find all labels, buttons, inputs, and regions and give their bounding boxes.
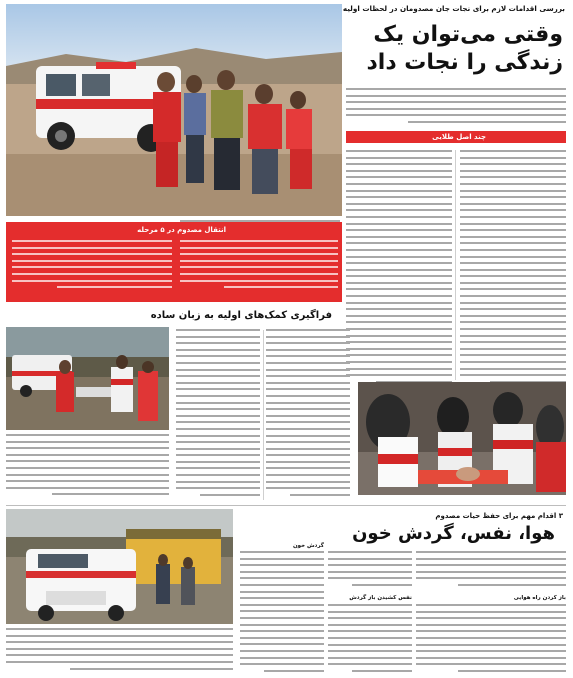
section-two-text-a: [176, 329, 260, 501]
top-headline-line1: وقتی می‌توان یک: [373, 22, 563, 47]
section-two-heading: فراگیری کمک‌های اولیه به زبان ساده: [150, 310, 332, 321]
bottom-text-4: [416, 551, 566, 591]
right-column-text-2: [346, 150, 452, 382]
golden-principles-label: چند اصل طلایی: [346, 131, 566, 143]
section-two-text-b: [266, 329, 350, 501]
sub-mid-heading: نفس کشیدن باز گردش: [349, 595, 412, 601]
first-aid-rescue-photo: [6, 327, 169, 430]
ambulance-street-photo: [6, 509, 233, 624]
sub-left-heading: گردش خون: [292, 543, 324, 549]
transfer-five-stages-box: [6, 222, 342, 302]
bottom-text-3: [328, 604, 412, 676]
lead-paragraph: [346, 88, 566, 124]
bottom-text-1: [240, 551, 324, 675]
transfer-box-text-right: [180, 240, 338, 298]
top-kicker: بررسی اقدامات لازم برای نجات جان مصدومان در لحظات اولیه: [342, 4, 565, 13]
transfer-box-title: انتقال مصدوم در ۵ مرحله: [137, 226, 226, 234]
transfer-box-text-left: [12, 240, 172, 298]
section-two-text-c: [6, 434, 169, 502]
bottom-text-5: [416, 604, 566, 676]
bottom-kicker: ۳ اقدام مهم برای حفظ حیات مصدوم: [435, 512, 563, 520]
bottom-text-2: [328, 551, 412, 591]
first-aid-training-photo: [358, 382, 566, 495]
right-column-text-1: [460, 150, 566, 382]
top-headline-line2: زندگی را نجات داد: [366, 50, 563, 75]
bottom-text-6: [6, 628, 233, 676]
bottom-headline: هوا، نفس، گردش خون: [352, 523, 555, 544]
sub-right-heading: باز کردن راه هوایی: [513, 595, 566, 601]
ambulance-photo: [6, 4, 342, 216]
